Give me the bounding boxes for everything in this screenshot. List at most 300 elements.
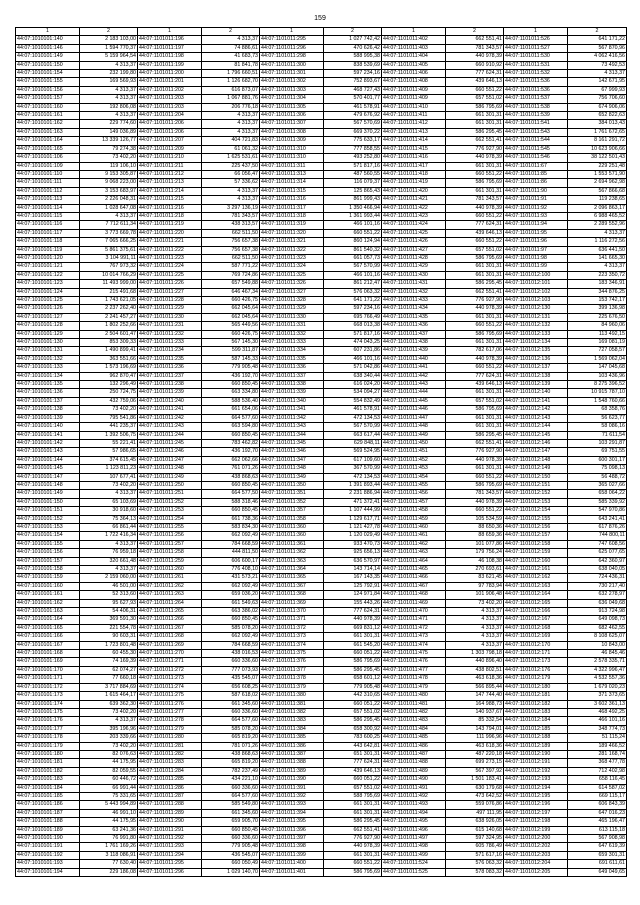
- cadastral-value-cell: 660 051,22: [324, 776, 382, 784]
- cadastral-number-cell: 44:07:1101011:403: [382, 44, 446, 52]
- cadastral-value-cell: 588 536,40: [202, 397, 260, 405]
- cadastral-number-cell: 44:07:1010101:111: [16, 179, 80, 187]
- cadastral-value-cell: 88 659,36: [446, 532, 504, 540]
- table-row: [16, 465, 627, 473]
- table-row: [16, 238, 627, 246]
- table-row: [16, 162, 627, 170]
- cadastral-number-cell: 44:07:1101011:296: [138, 868, 202, 876]
- cadastral-number-cell: 44:07:1010101:159: [16, 574, 80, 582]
- cadastral-value-cell: 636 570,97: [324, 557, 382, 565]
- cadastral-number-cell: 44:07:1101011:492: [382, 792, 446, 800]
- cadastral-value-cell: 585 078,20: [202, 624, 260, 632]
- cadastral-number-cell: 44:07:1101011:399: [260, 851, 324, 859]
- cadastral-number-cell: 44:07:1101011:298: [260, 53, 324, 61]
- cadastral-number-cell: 44:07:1010101:187: [16, 809, 80, 817]
- cadastral-number-cell: 44:07:1101011:384: [260, 725, 324, 733]
- table-row: [16, 851, 627, 859]
- cadastral-number-cell: 44:07:1101012:192: [504, 767, 568, 775]
- cadastral-number-cell: 44:07:1010101:161: [16, 112, 80, 120]
- cadastral-number-cell: 44:07:1101012:140: [504, 389, 568, 397]
- table-row: [16, 103, 627, 111]
- cadastral-value-cell: 777 624,31: [446, 70, 504, 78]
- cadastral-number-cell: 44:07:1101011:314: [260, 179, 324, 187]
- cadastral-number-cell: 44:07:1101011:539: [504, 112, 568, 120]
- cadastral-number-cell: 44:07:1101012:176: [504, 666, 568, 674]
- table-row: [16, 675, 627, 683]
- cadastral-value-cell: 77 630,40: [80, 860, 138, 868]
- cadastral-number-cell: 44:07:1101011:252: [138, 498, 202, 506]
- cadastral-value-cell: 756 706,60: [568, 95, 627, 103]
- cadastral-number-cell: 44:07:1101011:204: [138, 112, 202, 120]
- cadastral-number-cell: 44:07:1101011:393: [260, 801, 324, 809]
- cadastral-value-cell: 1 361 993,44: [324, 212, 382, 220]
- cadastral-value-cell: 75 364,13: [80, 515, 138, 523]
- cadastral-number-cell: 44:07:1101011:333: [260, 339, 324, 347]
- cadastral-value-cell: 5 861 375,61: [80, 246, 138, 254]
- table-row: [16, 490, 627, 498]
- cadastral-number-cell: 44:07:1010101:140: [16, 423, 80, 431]
- cadastral-value-cell: 2 226 048,31: [80, 196, 138, 204]
- cadastral-value-cell: 62 074,27: [80, 666, 138, 674]
- cadastral-value-cell: 776 927,90: [446, 145, 504, 153]
- cadastral-number-cell: 44:07:1010101:165: [16, 624, 80, 632]
- cadastral-value-cell: 588 995,38: [324, 53, 382, 61]
- cadastral-value-cell: 660 551,22: [446, 170, 504, 178]
- cadastral-number-cell: 44:07:1010101:115: [16, 212, 80, 220]
- cadastral-number-cell: 44:07:1010101:166: [16, 633, 80, 641]
- cadastral-value-cell: 436 545,07: [202, 851, 260, 859]
- table-row: [16, 566, 627, 574]
- table-row: [16, 339, 627, 347]
- table-row: [16, 784, 627, 792]
- cadastral-value-cell: 661 301,31: [324, 801, 382, 809]
- cadastral-value-cell: 155 443,26: [324, 599, 382, 607]
- cadastral-value-cell: 474 043,25: [324, 339, 382, 347]
- cadastral-number-cell: 44:07:1101011:209: [138, 145, 202, 153]
- table-row: [16, 112, 627, 120]
- cadastral-value-cell: 119 238,65: [568, 196, 627, 204]
- cadastral-value-cell: 632 278,97: [568, 591, 627, 599]
- cadastral-value-cell: 783 600,25: [324, 734, 382, 742]
- cadastral-number-cell: 44:07:1101011:400: [260, 860, 324, 868]
- table-row: [16, 280, 627, 288]
- cadastral-number-cell: 44:07:1101011:286: [138, 784, 202, 792]
- cadastral-number-cell: 44:07:1010101:173: [16, 692, 80, 700]
- cadastral-number-cell: 44:07:1101011:268: [138, 633, 202, 641]
- cadastral-value-cell: 8 275 396,52: [568, 381, 627, 389]
- table-row: [16, 70, 627, 78]
- cadastral-number-cell: 44:07:1101011:302: [260, 78, 324, 86]
- cadastral-number-cell: 44:07:1101011:420: [382, 187, 446, 195]
- table-row: [16, 708, 627, 716]
- cadastral-number-cell: 44:07:1101012:157: [504, 532, 568, 540]
- cadastral-number-cell: 44:07:1101011:443: [382, 381, 446, 389]
- cadastral-number-cell: 44:07:1101011:339: [260, 389, 324, 397]
- table-row: [16, 515, 627, 523]
- cadastral-value-cell: 147 744,40: [446, 692, 504, 700]
- cadastral-value-cell: 68 358,76: [568, 406, 627, 414]
- cadastral-value-cell: 636 441,50: [568, 246, 627, 254]
- cadastral-value-cell: 660 850,45: [202, 381, 260, 389]
- cadastral-number-cell: 44:07:1101011:526: [504, 36, 568, 44]
- cadastral-value-cell: 3 717 884,69: [80, 683, 138, 691]
- cadastral-value-cell: 46 991,10: [80, 809, 138, 817]
- cadastral-number-cell: 44:07:1101011:408: [382, 78, 446, 86]
- cadastral-value-cell: 434 221,10: [202, 776, 260, 784]
- cadastral-value-cell: 586 295,45: [324, 666, 382, 674]
- cadastral-number-cell: 44:07:1101011:254: [138, 515, 202, 523]
- cadastral-value-cell: 588 795,69: [324, 792, 382, 800]
- cadastral-value-cell: 586 795,69: [446, 406, 504, 414]
- cadastral-value-cell: 660 551,22: [446, 473, 504, 481]
- cadastral-value-cell: 661 057,73: [324, 254, 382, 262]
- cadastral-value-cell: 662 062,66: [202, 456, 260, 464]
- cadastral-number-cell: 44:07:1101012:144: [504, 423, 568, 431]
- cadastral-number-cell: 44:07:1101012:188: [504, 734, 568, 742]
- table-row: [16, 692, 627, 700]
- column-header: 2: [324, 28, 382, 36]
- cadastral-number-cell: 44:07:1101011:295: [260, 36, 324, 44]
- cadastral-number-cell: 44:07:1101012:167: [504, 616, 568, 624]
- cadastral-number-cell: 44:07:1101011:318: [260, 212, 324, 220]
- cadastral-number-cell: 44:07:1010101:162: [16, 599, 80, 607]
- cadastral-value-cell: 661 301,31: [324, 851, 382, 859]
- cadastral-number-cell: 44:07:1101011:269: [138, 641, 202, 649]
- cadastral-value-cell: 439 646,13: [446, 78, 504, 86]
- cadastral-number-cell: 44:07:1101011:249: [138, 473, 202, 481]
- cadastral-value-cell: 4 313,37: [80, 61, 138, 69]
- cadastral-value-cell: 661 301,31: [446, 465, 504, 473]
- table-row: [16, 683, 627, 691]
- cadastral-number-cell: 44:07:1101011:360: [260, 532, 324, 540]
- cadastral-value-cell: 662 551,41: [324, 826, 382, 834]
- cadastral-number-cell: 44:07:1010101:133: [16, 364, 80, 372]
- cadastral-number-cell: 44:07:1101012:169: [504, 633, 568, 641]
- cadastral-value-cell: 142 671,95: [568, 78, 627, 86]
- cadastral-value-cell: 660 426,75: [202, 330, 260, 338]
- cadastral-value-cell: 658 601,12: [324, 675, 382, 683]
- cadastral-number-cell: 44:07:1101011:236: [138, 364, 202, 372]
- cadastral-number-cell: 44:07:1101011:466: [382, 574, 446, 582]
- cadastral-number-cell: 44:07:1101011:305: [260, 103, 324, 111]
- cadastral-value-cell: 3 602 361,13: [568, 700, 627, 708]
- cadastral-value-cell: 143 714,14: [324, 566, 382, 574]
- cadastral-number-cell: 44:07:1101011:231: [138, 322, 202, 330]
- cadastral-number-cell: 44:07:1101011:368: [260, 591, 324, 599]
- cadastral-value-cell: 461 578,91: [324, 103, 382, 111]
- cadastral-value-cell: 597 324,95: [446, 835, 504, 843]
- cadastral-number-cell: 44:07:1101011:280: [138, 734, 202, 742]
- cadastral-value-cell: 4 313,37: [202, 120, 260, 128]
- cadastral-value-cell: 661 301,31: [446, 120, 504, 128]
- cadastral-number-cell: 44:07:1010101:176: [16, 717, 80, 725]
- cadastral-number-cell: 44:07:1101011:296: [260, 44, 324, 52]
- cadastral-value-cell: 571 617,16: [446, 851, 504, 859]
- cadastral-number-cell: 44:07:1101012:193: [504, 776, 568, 784]
- cadastral-number-cell: 44:07:1101011:214: [138, 187, 202, 195]
- cadastral-number-cell: 44:07:1101011:392: [260, 792, 324, 800]
- cadastral-number-cell: 44:07:1101011:203: [138, 95, 202, 103]
- cadastral-value-cell: 8 108 625,07: [568, 633, 627, 641]
- cadastral-number-cell: 44:07:1010101:124: [16, 288, 80, 296]
- cadastral-number-cell: 44:07:1101011:221: [138, 238, 202, 246]
- cadastral-value-cell: 658 300,92: [324, 725, 382, 733]
- table-row: [16, 776, 627, 784]
- cadastral-number-cell: 44:07:1101011:386: [260, 742, 324, 750]
- cadastral-value-cell: 84 960,06: [568, 322, 627, 330]
- cadastral-value-cell: 76 959,18: [80, 549, 138, 557]
- cadastral-number-cell: 44:07:1101011:467: [382, 582, 446, 590]
- cadastral-value-cell: 1 129 617,71: [324, 515, 382, 523]
- cadastral-number-cell: 44:07:1101011:413: [382, 128, 446, 136]
- cadastral-number-cell: 44:07:1101011:276: [138, 700, 202, 708]
- cadastral-number-cell: 44:07:1101012:182: [504, 700, 568, 708]
- cadastral-number-cell: 44:07:1101011:285: [138, 776, 202, 784]
- cadastral-number-cell: 44:07:1101012:141: [504, 397, 568, 405]
- cadastral-value-cell: 1 121 427,78: [324, 523, 382, 531]
- cadastral-value-cell: 147 045,68: [568, 364, 627, 372]
- table-row: [16, 271, 627, 279]
- cadastral-number-cell: 44:07:1101011:196: [138, 36, 202, 44]
- cadastral-number-cell: 44:07:1101011:435: [382, 313, 446, 321]
- cadastral-number-cell: 44:07:1101011:442: [382, 372, 446, 380]
- cadastral-number-cell: 44:07:1010101:165: [16, 145, 80, 153]
- cadastral-value-cell: 660 551,22: [446, 364, 504, 372]
- cadastral-number-cell: 44:07:1010101:174: [16, 700, 80, 708]
- cadastral-number-cell: 44:07:1101011:248: [138, 465, 202, 473]
- cadastral-value-cell: 933 470,73: [324, 540, 382, 548]
- table-row: [16, 229, 627, 237]
- cadastral-value-cell: 660 336,60: [202, 784, 260, 792]
- cadastral-value-cell: 73 402,20: [80, 154, 138, 162]
- table-row: [16, 599, 627, 607]
- table-row: [16, 179, 627, 187]
- cadastral-number-cell: 44:07:1101011:335: [260, 355, 324, 363]
- cadastral-value-cell: 116 079,37: [324, 179, 382, 187]
- cadastral-number-cell: 44:07:1101011:309: [260, 137, 324, 145]
- cadastral-number-cell: 44:07:1101011:486: [382, 742, 446, 750]
- cadastral-value-cell: 440 978,39: [446, 305, 504, 313]
- table-row: [16, 759, 627, 767]
- cadastral-number-cell: 44:07:1101011:203: [138, 103, 202, 111]
- table-row: [16, 557, 627, 565]
- cadastral-value-cell: 569 524,95: [324, 448, 382, 456]
- cadastral-value-cell: 169 569,93: [80, 78, 138, 86]
- cadastral-number-cell: 44:07:1101011:382: [260, 708, 324, 716]
- cadastral-value-cell: 657 551,02: [446, 95, 504, 103]
- cadastral-number-cell: 44:07:1010101:177: [16, 725, 80, 733]
- cadastral-value-cell: 781 071,26: [202, 742, 260, 750]
- cadastral-value-cell: 662 551,41: [446, 36, 504, 44]
- cadastral-number-cell: 44:07:1101011:225: [138, 271, 202, 279]
- cadastral-number-cell: 44:07:1101011:397: [260, 835, 324, 843]
- cadastral-value-cell: 1 679 020,23: [568, 683, 627, 691]
- cadastral-number-cell: 44:07:1101011:438: [382, 339, 446, 347]
- cadastral-number-cell: 44:07:1101011:490: [382, 776, 446, 784]
- cadastral-value-cell: 66 861,44: [80, 523, 138, 531]
- cadastral-number-cell: 44:07:1101011:423: [382, 212, 446, 220]
- cadastral-value-cell: 466 101,16: [324, 221, 382, 229]
- cadastral-number-cell: 44:07:1101011:219: [138, 221, 202, 229]
- cadastral-value-cell: 777 858,55: [324, 145, 382, 153]
- cadastral-value-cell: 1 761 672,65: [568, 128, 627, 136]
- cadastral-value-cell: 431 573,21: [202, 574, 260, 582]
- cadastral-value-cell: 1 116 272,56: [568, 238, 627, 246]
- cadastral-number-cell: 44:07:1101011:328: [260, 297, 324, 305]
- table-row: [16, 355, 627, 363]
- cadastral-value-cell: 674 906,06: [568, 103, 627, 111]
- table-row: [16, 423, 627, 431]
- cadastral-value-cell: 57 336,62: [202, 179, 260, 187]
- cadastral-number-cell: 44:07:1101011:445: [382, 397, 446, 405]
- cadastral-number-cell: 44:07:1010101:110: [16, 170, 80, 178]
- cadastral-value-cell: 4 313,37: [80, 717, 138, 725]
- cadastral-value-cell: 669 370,22: [324, 128, 382, 136]
- cadastral-number-cell: 44:07:1101011:300: [260, 61, 324, 69]
- cadastral-number-cell: 44:07:1010101:150: [16, 498, 80, 506]
- cadastral-number-cell: 44:07:1101011:294: [138, 851, 202, 859]
- cadastral-number-cell: 44:07:1101011:306: [260, 112, 324, 120]
- cadastral-number-cell: 44:07:1101011:315: [260, 187, 324, 195]
- cadastral-number-cell: 44:07:1101012:102: [504, 288, 568, 296]
- cadastral-value-cell: 73 402,20: [80, 708, 138, 716]
- cadastral-number-cell: 44:07:1101012:135: [504, 347, 568, 355]
- cadastral-number-cell: 44:07:1010101:131: [16, 347, 80, 355]
- cadastral-number-cell: 44:07:1101011:380: [260, 692, 324, 700]
- cadastral-number-cell: 44:07:1101012:194: [504, 784, 568, 792]
- cadastral-value-cell: 586 295,45: [446, 280, 504, 288]
- cadastral-number-cell: 44:07:1101011:459: [382, 515, 446, 523]
- cadastral-value-cell: 4 313,37: [80, 540, 138, 548]
- cadastral-value-cell: 660 551,22: [324, 229, 382, 237]
- cadastral-value-cell: 479 676,92: [324, 112, 382, 120]
- cadastral-number-cell: 44:07:1101011:317: [260, 204, 324, 212]
- cadastral-value-cell: 605 786,49: [446, 843, 504, 851]
- cadastral-number-cell: 44:07:1010101:172: [16, 683, 80, 691]
- cadastral-value-cell: 784 668,59: [202, 540, 260, 548]
- cadastral-value-cell: 4 313,37: [202, 112, 260, 120]
- cadastral-value-cell: 853 309,33: [80, 339, 138, 347]
- cadastral-number-cell: 44:07:1101011:241: [138, 406, 202, 414]
- table-row: [16, 204, 627, 212]
- header-row: [16, 28, 627, 36]
- cadastral-number-cell: 44:07:1010101:147: [16, 473, 80, 481]
- cadastral-value-cell: 189 466,52: [568, 742, 627, 750]
- cadastral-number-cell: 44:07:1010101:138: [16, 406, 80, 414]
- cadastral-value-cell: 404 721,83: [202, 137, 260, 145]
- cadastral-number-cell: 44:07:1101012:149: [504, 465, 568, 473]
- cadastral-number-cell: 44:07:1101011:229: [138, 305, 202, 313]
- cadastral-number-cell: 44:07:1101011:465: [382, 566, 446, 574]
- cadastral-value-cell: 2 241 457,27: [80, 313, 138, 321]
- cadastral-number-cell: 44:07:1101011:274: [138, 683, 202, 691]
- cadastral-value-cell: 1 573 196,69: [80, 364, 138, 372]
- cadastral-value-cell: 599 311,87: [202, 347, 260, 355]
- cadastral-value-cell: 643 241,41: [568, 515, 627, 523]
- cadastral-value-cell: 662 045,64: [202, 305, 260, 313]
- cadastral-value-cell: 95 627,93: [80, 599, 138, 607]
- cadastral-value-cell: 567 570,69: [324, 120, 382, 128]
- cadastral-number-cell: 44:07:1010101:191: [16, 843, 80, 851]
- cadastral-number-cell: 44:07:1101012:152: [504, 490, 568, 498]
- cadastral-number-cell: 44:07:1101011:398: [260, 843, 324, 851]
- cadastral-number-cell: 44:07:1101011:444: [382, 389, 446, 397]
- cadastral-number-cell: 44:07:1101012:181: [504, 692, 568, 700]
- cadastral-value-cell: 125 792,91: [324, 582, 382, 590]
- cadastral-value-cell: 101 906,48: [446, 591, 504, 599]
- cadastral-number-cell: 44:07:1101011:419: [382, 179, 446, 187]
- cadastral-value-cell: 1 126 682,70: [202, 78, 260, 86]
- cadastral-number-cell: 44:07:1101011:482: [382, 708, 446, 716]
- cadastral-value-cell: 661 345,60: [202, 700, 260, 708]
- cadastral-number-cell: 44:07:1010101:156: [16, 86, 80, 94]
- cadastral-value-cell: 547 970,86: [568, 507, 627, 515]
- cadastral-value-cell: 75 331,65: [80, 792, 138, 800]
- cadastral-number-cell: 44:07:1101012:205: [504, 868, 568, 876]
- cadastral-number-cell: 44:07:1010101:123: [16, 280, 80, 288]
- cadastral-value-cell: 75 098,13: [568, 465, 627, 473]
- cadastral-value-cell: 203 339,66: [80, 734, 138, 742]
- cadastral-value-cell: 585 339,92: [568, 498, 627, 506]
- cadastral-value-cell: 661 301,31: [446, 187, 504, 195]
- cadastral-value-cell: 69 751,55: [568, 448, 627, 456]
- cadastral-value-cell: 10 843,00: [568, 641, 627, 649]
- cadastral-value-cell: 691 611,61: [568, 860, 627, 868]
- cadastral-value-cell: 638 926,05: [446, 818, 504, 826]
- cadastral-value-cell: 466 101,16: [324, 271, 382, 279]
- cadastral-value-cell: 660 336,60: [202, 835, 260, 843]
- cadastral-number-cell: 44:07:1010101:139: [16, 414, 80, 422]
- cadastral-value-cell: 1 548 760,66: [568, 397, 627, 405]
- cadastral-number-cell: 44:07:1101012:132: [504, 322, 568, 330]
- cadastral-value-cell: 57 986,65: [80, 448, 138, 456]
- cadastral-value-cell: 600 301,17: [568, 456, 627, 464]
- cadastral-number-cell: 44:07:1101012:161: [504, 566, 568, 574]
- cadastral-number-cell: 44:07:1101011:277: [138, 708, 202, 716]
- cadastral-value-cell: 586 295,45: [446, 128, 504, 136]
- cadastral-number-cell: 44:07:1101011:292: [138, 835, 202, 843]
- cadastral-value-cell: 586 295,45: [324, 717, 382, 725]
- column-header: 1: [16, 28, 80, 36]
- cadastral-number-cell: 44:07:1010101:134: [16, 372, 80, 380]
- cadastral-number-cell: 44:07:1010101:185: [16, 792, 80, 800]
- cadastral-value-cell: 1 569 062,04: [568, 355, 627, 363]
- table-row: [16, 305, 627, 313]
- cadastral-number-cell: 44:07:1101011:226: [138, 280, 202, 288]
- cadastral-value-cell: 440 978,39: [446, 498, 504, 506]
- cadastral-number-cell: 44:07:1101011:395: [260, 818, 324, 826]
- cadastral-number-cell: 44:07:1101011:223: [138, 254, 202, 262]
- cadastral-number-cell: 44:07:1101011:230: [138, 313, 202, 321]
- table-row: [16, 717, 627, 725]
- cadastral-value-cell: 784 668,59: [202, 641, 260, 649]
- cadastral-value-cell: 77 660,18: [80, 675, 138, 683]
- cadastral-number-cell: 44:07:1101012:154: [504, 507, 568, 515]
- cadastral-number-cell: 44:07:1101012:197: [504, 809, 568, 817]
- cadastral-number-cell: 44:07:1101011:290: [138, 818, 202, 826]
- cadastral-value-cell: 660 426,75: [202, 297, 260, 305]
- cadastral-number-cell: 44:07:1101011:363: [260, 557, 324, 565]
- cadastral-value-cell: 776 408,10: [202, 566, 260, 574]
- cadastral-value-cell: 4 313,37: [80, 95, 138, 103]
- cadastral-number-cell: 44:07:1010101:127: [16, 313, 80, 321]
- cadastral-value-cell: 661 301,31: [446, 313, 504, 321]
- cadastral-value-cell: 661 301,31: [324, 809, 382, 817]
- cadastral-value-cell: 638 040,05: [568, 566, 627, 574]
- cadastral-number-cell: 44:07:1101011:271: [138, 658, 202, 666]
- cadastral-number-cell: 44:07:1101011:452: [382, 456, 446, 464]
- cadastral-number-cell: 44:07:1101011:227: [138, 288, 202, 296]
